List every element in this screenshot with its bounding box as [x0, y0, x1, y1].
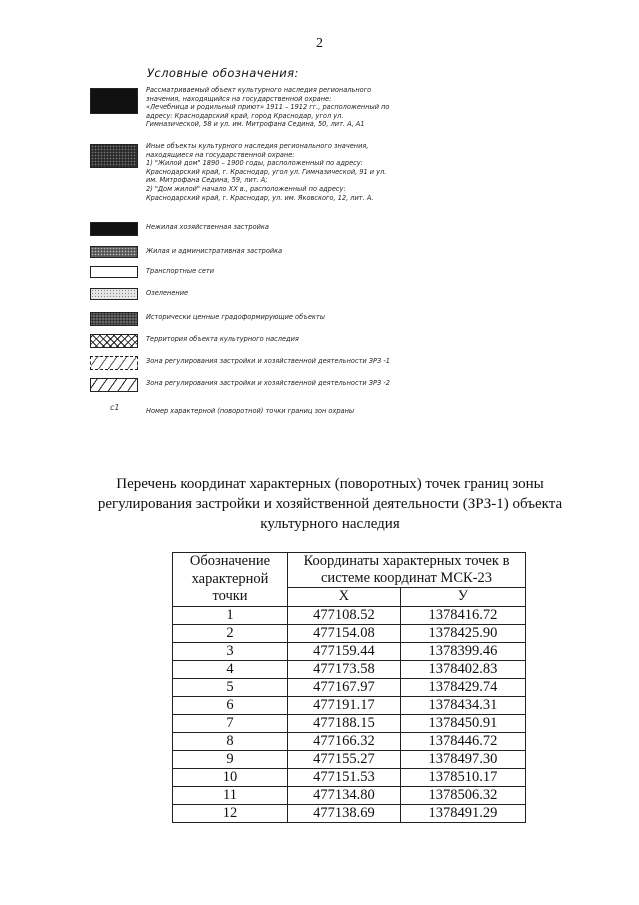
cell-x: 477159.44	[288, 642, 401, 660]
cell-point: 10	[173, 768, 288, 786]
cell-x: 477134.80	[288, 786, 401, 804]
page-number: 2	[316, 36, 323, 51]
cell-point: 7	[173, 714, 288, 732]
legend-item-text	[146, 86, 421, 129]
legend-swatch	[90, 288, 138, 300]
table-row	[173, 624, 526, 642]
cell-y: 1378491.29	[400, 804, 525, 822]
table-row	[173, 804, 526, 822]
legend-text-line: Зона регулирования застройки и хозяйственной деятельности ЗРЗ -1	[146, 357, 390, 365]
legend-text-line: «Лечебница и родильный приют» 1911 – 1912 гг., расположенный по	[146, 103, 390, 112]
legend-text-line: 1) "Жилой дом" 1890 – 1900 годы, расположенный по адресу:	[146, 159, 363, 168]
heading-line-3: культурного наследия	[260, 516, 400, 532]
legend-text-line: Краснодарский край, г. Краснодар, ул. им. Яковского, 12, лит. А.	[146, 193, 374, 202]
header-x: X	[288, 588, 401, 606]
coordinates-table-body	[173, 606, 526, 822]
header-y: У	[400, 588, 525, 606]
legend-text-line: Исторически ценные градоформирующие объекты	[146, 313, 325, 321]
header-point-line-1: Обозначение	[189, 553, 271, 569]
cell-point: 2	[173, 624, 288, 642]
cell-point: 11	[173, 786, 288, 804]
legend-text-line: Зона регулирования застройки и хозяйственной деятельности ЗРЗ -2	[146, 379, 390, 387]
cell-y: 1378510.17	[400, 768, 525, 786]
table-row	[173, 678, 526, 696]
legend-swatch	[90, 222, 138, 236]
cell-point: 9	[173, 750, 288, 768]
legend-item-text	[146, 313, 421, 322]
cell-y: 1378446.72	[400, 732, 525, 750]
table-row	[173, 660, 526, 678]
legend-item-text	[146, 223, 421, 232]
legend-item-text	[146, 142, 421, 202]
header-coordinates-line-2: системе координат МСК-23	[321, 570, 492, 587]
legend-text-line: Иные объекты культурного наследия регионального значения,	[146, 142, 369, 150]
legend-text-line: им. Митрофана Седина, 59, лит. А;	[146, 176, 268, 185]
cell-x: 477191.17	[288, 696, 401, 714]
cell-x: 477151.53	[288, 768, 401, 786]
cell-point: 3	[173, 642, 288, 660]
legend-swatch	[90, 378, 138, 392]
legend-swatch	[90, 144, 138, 168]
cell-y: 1378425.90	[400, 624, 525, 642]
cell-x: 477154.08	[288, 624, 401, 642]
legend-text-line: Территория объекта культурного наследия	[146, 335, 299, 343]
header-coordinates-line-1: Координаты характерных точек в	[303, 553, 510, 570]
legend-text-line: Озеленение	[146, 289, 189, 297]
cell-y: 1378497.30	[400, 750, 525, 768]
header-point-line-3: точки	[212, 588, 248, 604]
legend-text-line: Жилая и административная застройка	[146, 247, 283, 255]
cell-point: 4	[173, 660, 288, 678]
legend-text-line: адресу: Краснодарский край, город Краснодар, угол ул.	[146, 111, 344, 120]
table-row	[173, 606, 526, 624]
legend-item-text	[146, 335, 421, 344]
cell-x: 477188.15	[288, 714, 401, 732]
cell-x: 477155.27	[288, 750, 401, 768]
cell-y: 1378506.32	[400, 786, 525, 804]
coordinates-table	[172, 552, 526, 823]
legend-swatch	[90, 334, 138, 348]
cell-y: 1378434.31	[400, 696, 525, 714]
cell-point: 8	[173, 732, 288, 750]
table-row	[173, 714, 526, 732]
legend-text-line: Гимназической, 58 и ул. им. Митрофана Седина, 50, лит. А, А1	[146, 120, 365, 129]
cell-y: 1378429.74	[400, 678, 525, 696]
legend-swatch	[90, 88, 138, 114]
cell-y: 1378399.46	[400, 642, 525, 660]
legend-title: Условные обозначения:	[147, 66, 299, 80]
cell-x: 477173.58	[288, 660, 401, 678]
legend-item-text	[146, 289, 421, 298]
legend-item-text	[146, 267, 421, 276]
legend-swatch	[90, 312, 138, 326]
legend-text-line: значения, находящийся на государственной охране:	[146, 94, 332, 103]
cell-x: 477108.52	[288, 606, 401, 624]
cell-x: 477166.32	[288, 732, 401, 750]
cell-point: 12	[173, 804, 288, 822]
legend-item-text	[146, 357, 421, 366]
header-point-designation	[173, 553, 288, 607]
legend-swatch	[90, 356, 138, 370]
cell-point: 1	[173, 606, 288, 624]
legend-text-line: находящиеся на государственной охране:	[146, 150, 295, 159]
legend-swatch	[90, 246, 138, 258]
cell-point: 5	[173, 678, 288, 696]
point-marker-symbol: с1	[110, 403, 120, 412]
legend-text-line: Нежилая хозяйственная застройка	[146, 223, 269, 231]
table-header-row	[173, 553, 526, 588]
table-row	[173, 642, 526, 660]
cell-x: 477167.97	[288, 678, 401, 696]
legend-text-line: Транспортные сети	[146, 267, 215, 275]
table-row	[173, 768, 526, 786]
heading-line-1: Перечень координат характерных (поворотных) точек границ зоны	[116, 476, 544, 492]
cell-x: 477138.69	[288, 804, 401, 822]
table-row	[173, 786, 526, 804]
section-heading	[80, 474, 580, 534]
legend-item-text	[146, 379, 421, 388]
table-row	[173, 696, 526, 714]
cell-point: 6	[173, 696, 288, 714]
legend-text-line: 2) "Дом жилой" начало XX в., расположенный по адресу:	[146, 184, 346, 193]
heading-line-2: регулирования застройки и хозяйственной деятельности (ЗРЗ-1) объекта	[97, 496, 563, 512]
legend-swatch	[90, 266, 138, 278]
point-marker-description: Номер характерной (поворотной) точки границ зон охраны	[146, 407, 355, 415]
header-point-line-2: характерной	[191, 570, 269, 587]
table-row	[173, 732, 526, 750]
cell-y: 1378450.91	[400, 714, 525, 732]
header-coordinates	[288, 553, 526, 588]
cell-y: 1378416.72	[400, 606, 525, 624]
table-row	[173, 750, 526, 768]
legend-text-line: Краснодарский край, г. Краснодар, угол ул. Гимназической, 91 и ул.	[146, 167, 387, 176]
legend-item-text	[146, 247, 421, 256]
legend-text-line: Рассматриваемый объект культурного наследия регионального	[146, 86, 372, 94]
cell-y: 1378402.83	[400, 660, 525, 678]
